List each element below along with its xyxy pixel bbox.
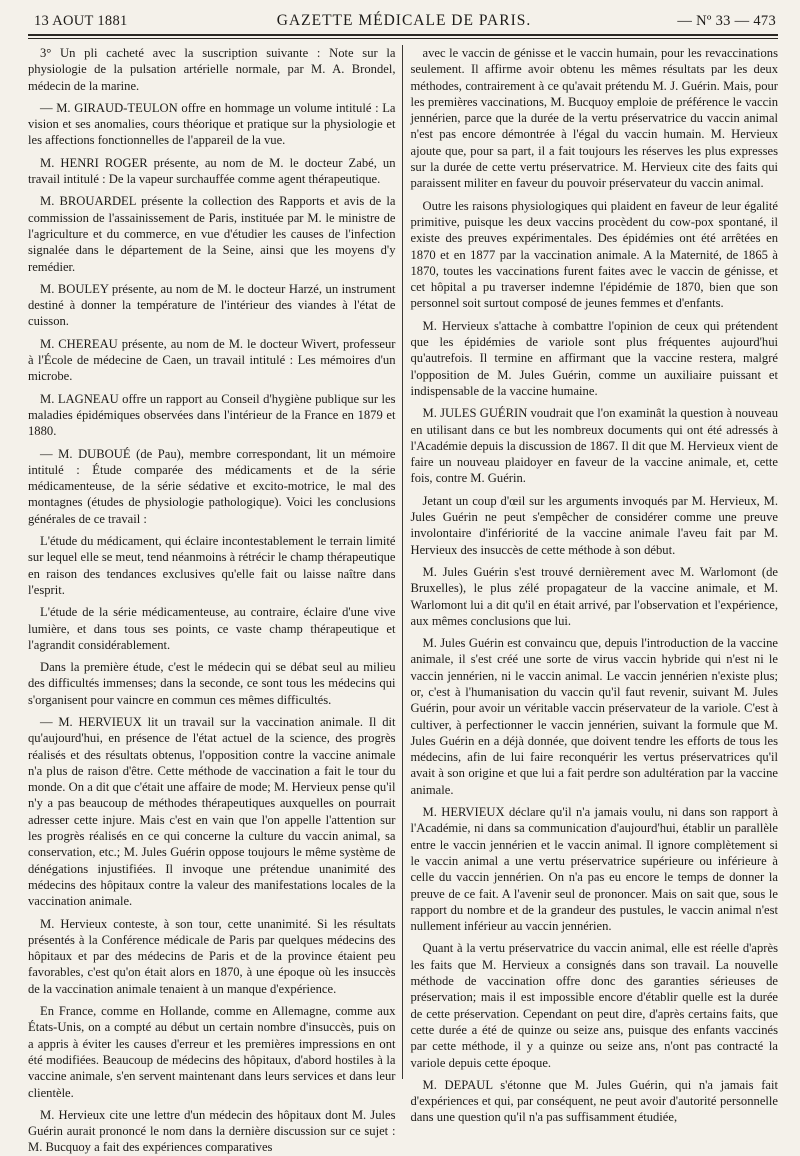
paragraph: — M. GIRAUD-TEULON offre en hommage un volume intitulé : La vision et ses anomalies, cours théorique et pratique sur la physiologie et les affections fonctionnelles de l'appareil de la vue. xyxy=(28,100,396,148)
header-rule xyxy=(28,34,778,36)
paragraph: M. DEPAUL s'étonne que M. Jules Guérin, qui n'a jamais fait d'expériences et qui, par conséquent, ne peut avoir d'autorité personnelle dans une question qu'il n'a pas suffisamment étudiée, xyxy=(410,1077,778,1125)
left-column xyxy=(28,45,402,1155)
paragraph: Jetant un coup d'œil sur les arguments invoqués par M. Hervieux, M. Jules Guérin ne peut s'empêcher de considérer comme une preuve involontaire d'infériorité de la vaccine animale l'aveu fait par M. Hervieux des insuccès de cette méthode à son début. xyxy=(410,493,778,557)
paragraph: M. Jules Guérin est convaincu que, depuis l'introduction de la vaccine animale, il s'est créé une sorte de virus vaccin hybride qui n'est ni le vaccin jennérien, ni le vaccin animal. Le vaccin jennérien n'existe plus; or, c'est à l'humanisation du vaccin qu'il faut revenir, suivant M. Jules Guérin, pour avoir un véritable vaccin préservateur de la variole. C'est à cultiver, à perfectionner le vaccin jennérien, suivant la formule que M. Jules Guérin en a déjà donnée, que doivent tendre les efforts de tous les médecins, afin de lui faire reconquérir les vertus préservatrices qu'il avait à son origine et que lui a fait perdre son adultération par la vaccine animale. xyxy=(410,636,778,797)
paragraph: L'étude de la série médicamenteuse, au contraire, éclaire d'une vive lumière, et dans tous ses points, ce vaste champ thérapeutique et l'agrandit considérablement. xyxy=(28,605,396,652)
paragraph: M. Hervieux conteste, à son tour, cette unanimité. Si les résultats présentés à la Conférence médicale de Paris par quelques médecins des hôpitaux et par des médecins de Paris et de la province étaient peu favorables, c'est qu'on était alors en 1870, à une époque où les insuccès de la vaccination animale tenaient à un manque d'expérience. xyxy=(28,916,396,996)
paragraph: M. Jules Guérin s'est trouvé dernièrement avec M. Warlomont (de Bruxelles), le plus zélé propagateur de la vaccine animale, et M. Warlomont lui a dit qu'il en était arrivé, par l'observation et l'expérience, aux mêmes conclusions que lui. xyxy=(410,564,778,628)
paragraph: M. HENRI ROGER présente, au nom de M. le docteur Zabé, un travail intitulé : De la vapeur surchauffée comme agent thérapeutique. xyxy=(28,155,396,187)
paragraph: Outre les raisons physiologiques qui plaident en faveur de leur égalité primitive, puisque les deux vaccins procèdent du cow-pox spontané, il existe des preuves expérimentales. Des épidémies ont été arrêtées en 1870 et en 1877 par la vaccination animale. A la Maternité, de 1865 à 1870, toutes les vaccinations furent faites avec le vaccin de génisse, et cet hôpital a pu traverser indemne l'épidémie de 1870, bien que son personnel soit surtout composé de jeunes femmes et d'enfants. xyxy=(410,198,778,311)
paragraph: avec le vaccin de génisse et le vaccin humain, pour les revaccinations seulement. Il affirme avoir obtenu les mêmes résultats par les deux méthodes, contrairement à ce qu'avait prétendu M. J. Guérin. Mais, pour les premières vaccinations, M. Bucquoy emploie de préférence le vaccin jennérien, parce que la durée de la vertu préservatrice du vaccin animal n'est pas encore démontrée à l'égal du vaccin humain. M. Hervieux ajoute que, pour sa part, il a fait toujours les réserves les plus expresses sur la durée de cette vertu préservatrice. M. Hervieux cite des faits qui paraissent militer en faveur du pouvoir préservateur du vaccin animal. xyxy=(410,46,778,191)
paragraph: M. BOULEY présente, au nom de M. le docteur Harzé, un instrument destiné à donner la température de l'intérieur des viandes à l'état de cuisson. xyxy=(28,281,396,329)
paragraph: En France, comme en Hollande, comme en Allemagne, comme aux États-Unis, on a compté au début un certain nombre d'insuccès, puis on a appris à éviter les causes d'erreur et les premières impressions en ont été modifiées. Beaucoup de médecins des hôpitaux, d'abord hostiles à la vaccine animale, s'en servent maintenant dans leurs services et dans leur clientèle. xyxy=(28,1004,396,1100)
issue-page-number: — Nº 33 — 473 xyxy=(677,13,776,29)
paragraph: Dans la première étude, c'est le médecin qui se débat seul au milieu des difficultés immenses; dans la seconde, ce sont tous les médecins qui s'organisent pour vaincre en commun ces mêmes difficultés. xyxy=(28,660,396,707)
page-header xyxy=(22,0,786,36)
paragraph: M. BROUARDEL présente la collection des Rapports et avis de la commission de l'assainissement de Paris, instituée par M. le ministre de l'agriculture et du commerce, en vue d'étudier les causes de l'infection signalée dans le département de la Seine, ainsi que les moyens d'y remédier. xyxy=(28,194,396,274)
article-columns xyxy=(28,45,778,1155)
header-rule-thin xyxy=(28,38,778,39)
right-column xyxy=(402,45,779,1125)
paragraph: M. LAGNEAU offre un rapport au Conseil d'hygiène publique sur les maladies épidémiques observées dans l'intérieur de la France en 1879 et 1880. xyxy=(28,391,396,439)
paragraph: M. Hervieux cite une lettre d'un médecin des hôpitaux dont M. Jules Guérin aurait prononcé le nom dans la dernière discussion sur ce sujet : M. Bucquoy a fait des expériences comparatives xyxy=(28,1107,396,1155)
issue-date: 13 AOUT 1881 xyxy=(34,13,128,29)
paragraph: 3° Un pli cacheté avec la suscription suivante : Note sur la physiologie de la pulsation artérielle normale, par M. A. Brondel, médecin de la marine. xyxy=(28,46,396,93)
paragraph: — M. DUBOUÉ (de Pau), membre correspondant, lit un mémoire intitulé : Étude comparée des médicaments et de la série médicamenteuse, de la série sédative et excito-motrice, le mal des montagnes (études de physiologie pathologique). Voici les conclusions générales de ce travail : xyxy=(28,446,396,526)
paragraph: M. HERVIEUX déclare qu'il n'a jamais voulu, ni dans son rapport à l'Académie, ni dans sa communication d'aujourd'hui, établir un parallèle entre le vaccin jennérien et le vaccin animal. Il ignore complètement si le vaccin animal a une vertu préservatrice supérieure ou inférieure à celle du vaccin jennérien. On n'a pas eu encore le temps de donner la preuve de ce fait. A l'avenir seul de prononcer. Mais on sait que, sous le rapport du nombre et de la grandeur des pustules, le vaccin animal n'est nullement inférieur au vaccin jennérien. xyxy=(410,805,778,934)
paragraph: Quant à la vertu préservatrice du vaccin animal, elle est réelle d'après les faits que M. Hervieux a consignés dans son travail. La nouvelle méthode de vaccination offre donc des garanties sérieuses de préservation; mais il est impossible encore d'établir quelle est la durée de cette préservation. Cependant on peut dire, d'après certains faits, que cette durée a été de quinze ou seize ans, puisque des enfants vaccinés par cette méthode, il y a quinze ou seize ans, n'ont pas contracté la variole depuis cette époque. xyxy=(410,941,778,1070)
journal-title: GAZETTE MÉDICALE DE PARIS. xyxy=(276,12,532,29)
paragraph: — M. HERVIEUX lit un travail sur la vaccination animale. Il dit qu'aujourd'hui, en présence de l'état actuel de la science, des progrès réalisés et des résultats obtenus, l'opposition contre la vaccine animale n'a plus de raison d'être. Cette méthode de vaccination a fait le tour du monde. On a dit que c'était une affaire de mode; M. Hervieux pense qu'il n'y a pas beaucoup de méthodes thérapeutiques auxquelles on pourrait adresser cette injure. Mais c'est en vain que l'on appelle l'attention sur les progrès réalisés en ce qui concerne la culture du vaccin animal, sa conservation, etc.; M. Jules Guérin oppose toujours le même système de dénégations injustifiées. Il invoque une prétendue unanimité des médecins des hôpitaux contre la valeur des manifestations locales de la vaccination animale. xyxy=(28,714,396,909)
paragraph: M. JULES GUÉRIN voudrait que l'on examinât la question à nouveau en utilisant dans ce but les nombreux documents qui ont été adressés à l'Académie depuis la discussion de 1867. Il dit que M. Hervieux vient de faire un nouveau plaidoyer en faveur de la vaccine animale, et, cette fois, contre M. Guérin. xyxy=(410,406,778,486)
paragraph: M. Hervieux s'attache à combattre l'opinion de ceux qui prétendent que les épidémies de variole sont plus fréquentes aujourd'hui qu'autrefois. Il termine en affirmant que la vaccine restera, malgré l'opposition de M. Jules Guérin, comme un auxiliaire puissant et indispensable de la vaccine humaine. xyxy=(410,318,778,398)
paragraph: L'étude du médicament, qui éclaire incontestablement le terrain limité sur lequel elle se meut, tend néanmoins à rétrécir le champ thérapeutique en raison des tendances exclusives qu'elle fait ou laisse naître dans l'esprit. xyxy=(28,534,396,597)
paragraph: M. CHEREAU présente, au nom de M. le docteur Wivert, professeur à l'École de médecine de Caen, un travail intitulé : Les mémoires d'un microbe. xyxy=(28,336,396,384)
